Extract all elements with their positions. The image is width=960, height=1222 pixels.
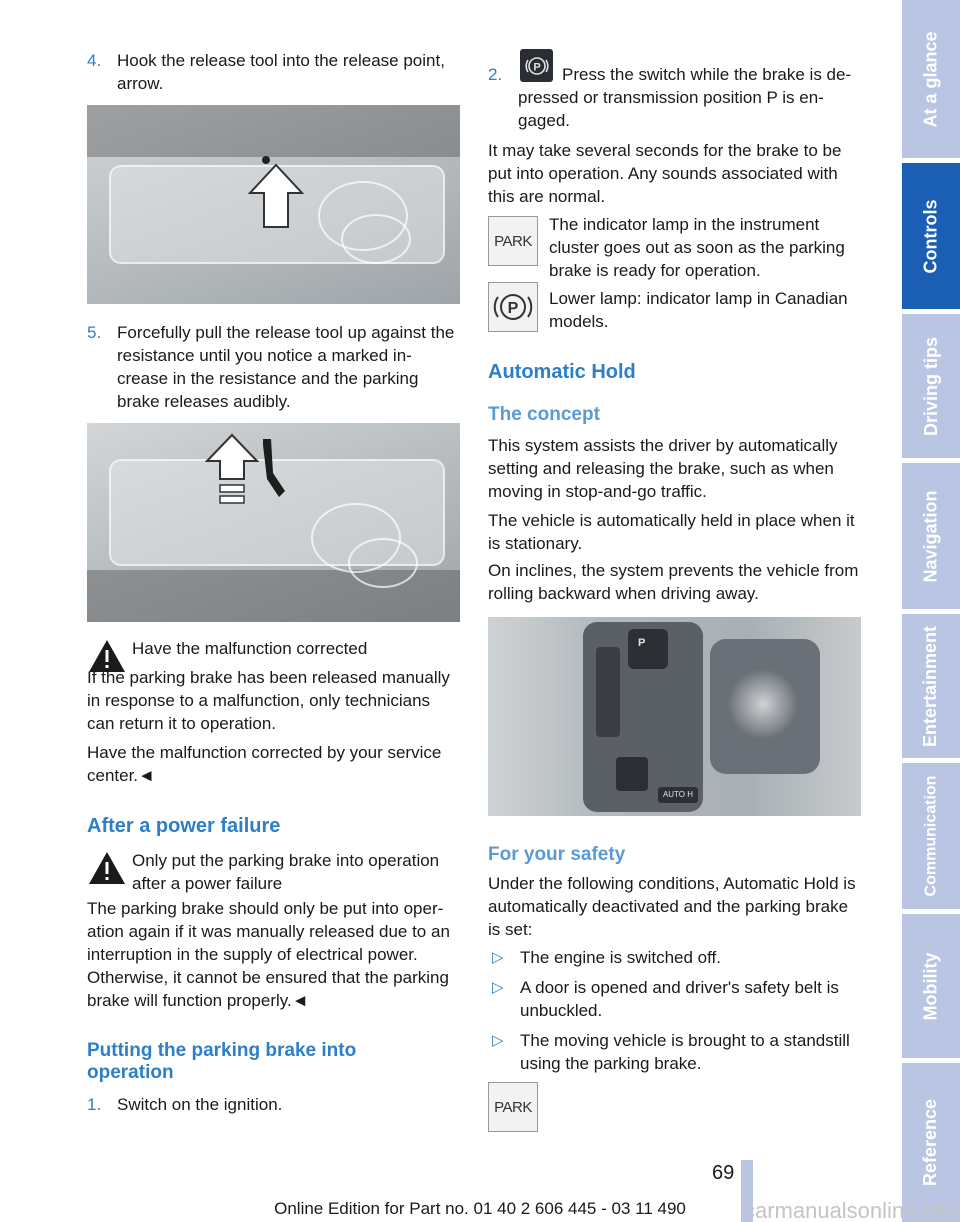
triangle-bullet-icon: ▷: [492, 949, 504, 966]
heading-the-concept: The concept: [488, 404, 600, 425]
trunk-release-point-image: [87, 105, 460, 304]
tab-controls[interactable]: Controls: [902, 163, 960, 309]
heading-after-power-failure: After a power failure: [87, 815, 281, 837]
console-auto-label: AUTO H: [658, 787, 698, 803]
step-number: 2.: [488, 65, 503, 84]
concept-text: On inclines, the system prevents the vehicle from rolling backward when driving away.: [488, 561, 859, 603]
step-number: 5.: [87, 323, 102, 342]
svg-text:P: P: [532, 61, 541, 73]
concept-text: This system assists the driver by automatically setting and releasing the brake, such as when moving in stop-and-go traffic.: [488, 436, 838, 501]
tab-reference[interactable]: Reference: [902, 1063, 960, 1222]
park-indicator-label: PARK: [494, 1098, 532, 1116]
svg-text:P: P: [507, 300, 519, 317]
park-indicator-label: PARK: [494, 232, 532, 250]
step-number: 4.: [87, 51, 102, 70]
tab-navigation[interactable]: Navigation: [902, 463, 960, 609]
park-indicator-icon: [488, 1082, 538, 1132]
tab-communication[interactable]: Communication: [902, 763, 960, 909]
step-text: Switch on the ignition.: [117, 1095, 283, 1114]
tab-at-a-glance[interactable]: At a glance: [902, 0, 960, 158]
park-indicator-icon: [488, 216, 538, 266]
step-text: Hook the release tool into the release point, arrow.: [117, 51, 445, 93]
parking-brake-switch-icon: [520, 49, 553, 82]
lamp-text: The indicator lamp in the instrument cluster goes out as soon as the parking brake is ready for operation.: [549, 215, 845, 280]
canadian-parking-lamp-icon: [488, 282, 538, 332]
step-text: Forcefully pull the release tool up against the resistance until you notice a marked in-crease in the resistance and the parking brake releases audibly.: [117, 323, 455, 411]
warning-text: Have the malfunction corrected by your service center.◄: [87, 743, 442, 785]
watermark: carmanualsonline.info: [743, 1198, 958, 1222]
seconds-text: It may take several seconds for the brake to be put into operation. Any sounds associated with this are normal.: [488, 141, 842, 206]
heading-putting-into-operation: Putting the parking brake into operation: [87, 1040, 357, 1083]
list-item: ▷ A door is opened and driver's safety belt is unbuckled.: [492, 978, 839, 1020]
step-1: [87, 1093, 462, 1116]
heading-for-your-safety: For your safety: [488, 844, 626, 865]
warning-title: Have the malfunction corrected: [132, 639, 368, 658]
warning-triangle-icon: [87, 850, 127, 888]
list-item: ▷ The moving vehicle is brought to a standstill using the parking brake.: [492, 1031, 850, 1073]
safety-intro: Under the following conditions, Automatic Hold is automatically deactivated and the parking brake is set:: [488, 874, 856, 939]
footer-text: Online Edition for Part no. 01 40 2 606 445 - 03 11 490: [274, 1199, 686, 1218]
arrow-up-icon: [246, 161, 306, 231]
tab-driving-tips[interactable]: Driving tips: [902, 314, 960, 458]
release-tool-pull-image: [87, 423, 460, 622]
tab-entertainment[interactable]: Entertainment: [902, 614, 960, 758]
center-console-image: [488, 617, 861, 816]
warning-text: If the parking brake has been released manually in response to a malfunction, only technicians can return it to operation.: [87, 668, 450, 733]
step-4: [87, 49, 462, 95]
console-p-label: P: [638, 637, 646, 649]
step-text: Press the switch while the brake is de-pressed or transmission position P is en-gaged.: [518, 65, 852, 130]
warning-title: Only put the parking brake into operation after a power failure: [132, 851, 440, 893]
safety-list: [488, 946, 863, 1082]
step-number: 1.: [87, 1095, 102, 1114]
step-5: [87, 321, 462, 413]
triangle-bullet-icon: ▷: [492, 1032, 504, 1049]
triangle-bullet-icon: ▷: [492, 979, 504, 996]
release-point-icon: [261, 155, 271, 165]
tab-mobility[interactable]: Mobility: [902, 914, 960, 1058]
power-failure-text: The parking brake should only be put into oper-ation again if it was manually released due to an interruption in the supply of electrical power. Otherwise, it cannot be ensured that the parking brake will function properly.◄: [87, 899, 450, 1010]
heading-automatic-hold: Automatic Hold: [488, 361, 636, 383]
concept-text: The vehicle is automatically held in place when it is stationary.: [488, 511, 855, 553]
page-number: 69: [712, 1162, 735, 1184]
list-item: ▷ The engine is switched off.: [492, 948, 721, 967]
pull-arrow-icon: [205, 433, 295, 523]
lamp-text: Lower lamp: indicator lamp in Canadian models.: [549, 289, 848, 331]
